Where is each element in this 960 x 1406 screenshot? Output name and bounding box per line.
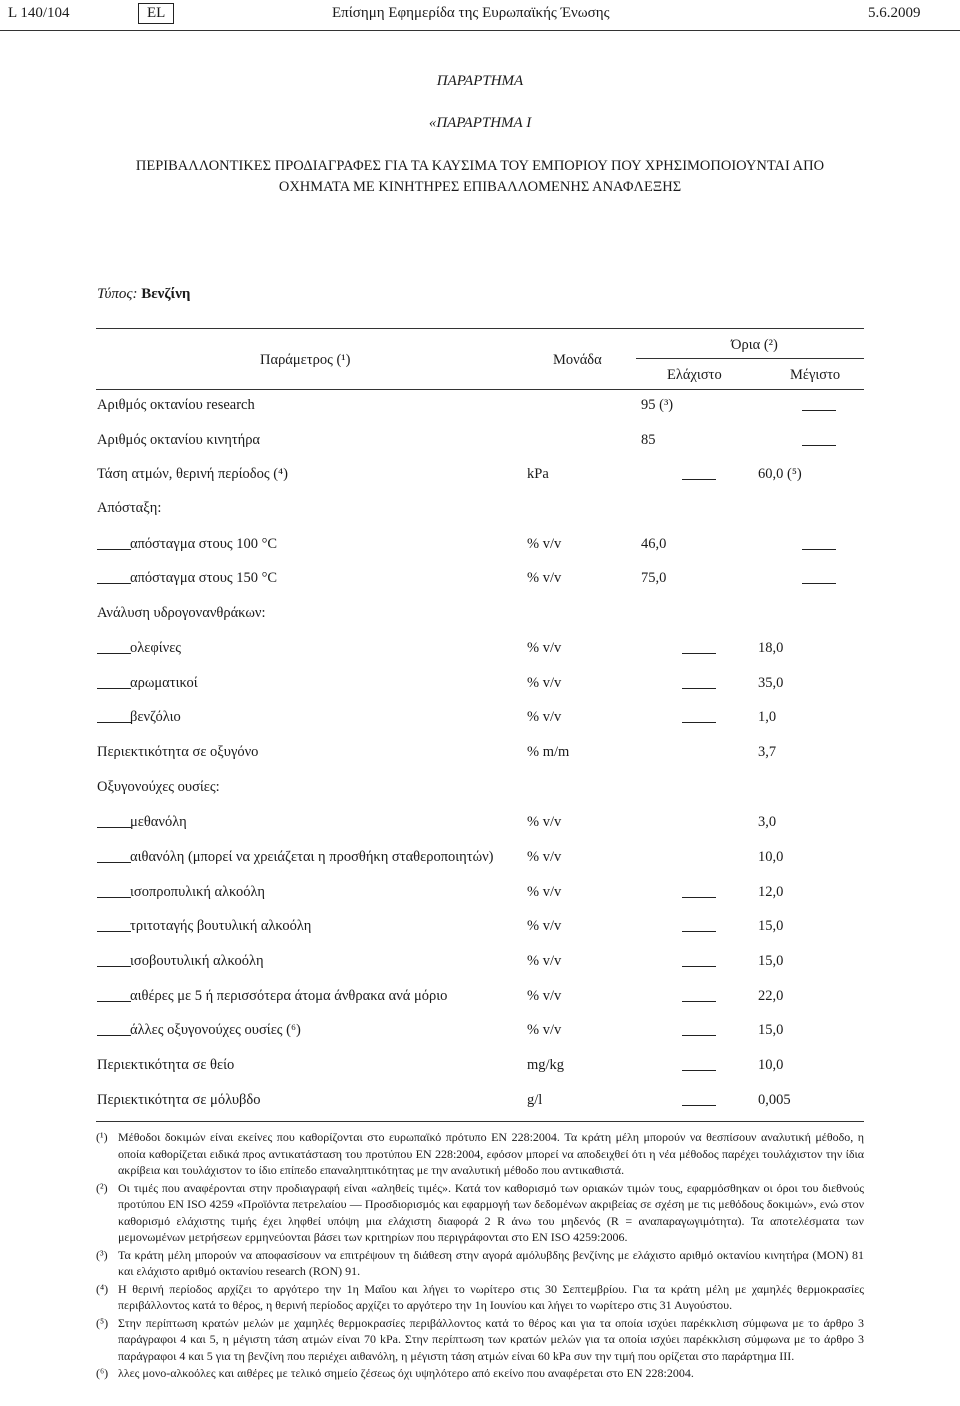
parameter-cell: απόσταγμα στους 100 °C xyxy=(130,536,278,552)
footnote-number: (⁶) xyxy=(96,1366,109,1380)
table-row xyxy=(0,675,960,695)
bullet-dash xyxy=(97,675,131,692)
header-min: Ελάχιστο xyxy=(667,367,722,383)
unit-cell: % v/v xyxy=(527,814,562,830)
parameter-cell: ολεφίνες xyxy=(130,640,182,656)
parameter-cell: αιθανόλη (μπορεί να χρειάζεται η προσθήκη σταθεροποιητών) xyxy=(130,849,494,865)
table-row xyxy=(0,500,960,520)
footnote-text: Τα κράτη μέλη μπορούν να αποφασίσουν να επιτρέψουν τη διάθεση στην αγορά αμόλυβδης βενζίνης με ελάχιστο αριθμό οκτανίου κινητήρα (MON) 81 και ελάχιστο αριθμό οκτανίου research (RON) 91. xyxy=(118,1247,864,1278)
footnote xyxy=(96,1315,864,1365)
min-cell xyxy=(682,675,716,692)
footnote-number: (²) xyxy=(96,1180,108,1195)
footnote-number: (⁵) xyxy=(96,1315,109,1330)
min-cell: 95 (³) xyxy=(641,397,674,413)
max-cell: 15,0 xyxy=(758,1022,784,1038)
page-header xyxy=(0,0,960,32)
parameter-cell: Αριθμός οκτανίου κινητήρα xyxy=(97,432,261,448)
fuel-type-label: Τύπος: xyxy=(97,286,142,302)
footnote-number: (¹) xyxy=(96,1130,108,1144)
min-cell xyxy=(682,988,716,1005)
document-title-line-2: ΟΧΗΜΑΤΑ ΜΕ ΚΙΝΗΤΗΡΕΣ ΕΠΙΒΑΛΛΟΜΕΝΗΣ ΑΝΑΦΛΕΞΗΣ xyxy=(278,179,682,195)
unit-cell: g/l xyxy=(527,1092,543,1108)
journal-title: Επίσημη Εφημερίδα της Ευρωπαϊκής Ένωσης xyxy=(332,5,610,21)
bullet-dash xyxy=(97,814,131,831)
table-top-rule xyxy=(96,328,864,329)
footnote-text: Η θερινή περίοδος αρχίζει το αργότερο την 1η Μαΐου και λήγει το νωρίτερο στις 30 Σεπτεμβρίου. Για τα κράτη μέλη με χαμηλές θερμοκρασίες περιβάλλοντος κατά το θέρος, η θερινή περίοδος αρχίζει το αργότερο την 1η Ιουνίου και λήγει το νωρίτερο στις 31 Αυγούστου. xyxy=(118,1281,864,1312)
footnote-text: λλες μονο-αλκοόλες και αιθέρες με τελικό σημείο ζέσεως όχι υψηλότερο από εκείνο που αναφέρεται στο EN 228:2004. xyxy=(118,1366,694,1380)
table-row xyxy=(0,536,960,556)
max-cell: 18,0 xyxy=(758,640,784,656)
parameter-cell: απόσταγμα στους 150 °C xyxy=(130,570,278,586)
unit-cell: % m/m xyxy=(527,744,570,760)
bullet-dash xyxy=(97,536,131,553)
table-row xyxy=(0,779,960,799)
bullet-dash xyxy=(97,709,131,726)
footnote-number: (⁴) xyxy=(96,1281,109,1296)
table-row xyxy=(0,814,960,834)
footnote xyxy=(96,1247,864,1280)
parameter-cell: μεθανόλη xyxy=(130,814,187,830)
unit-cell: % v/v xyxy=(527,570,562,586)
header-bottom-rule xyxy=(96,389,864,390)
min-cell xyxy=(682,884,716,901)
bullet-dash xyxy=(97,953,131,970)
table-row xyxy=(0,605,960,625)
bullet-dash xyxy=(97,918,131,935)
max-cell: 22,0 xyxy=(758,988,784,1004)
page-reference: L 140/104 xyxy=(8,5,70,21)
max-cell: 60,0 (⁵) xyxy=(758,466,802,482)
unit-cell: % v/v xyxy=(527,918,562,934)
min-cell xyxy=(682,918,716,935)
table-row xyxy=(0,744,960,764)
limits-rule xyxy=(636,358,864,359)
header-divider xyxy=(0,30,960,31)
parameter-cell: ισοβουτυλική αλκοόλη xyxy=(130,953,264,969)
unit-cell: % v/v xyxy=(527,536,562,552)
max-cell: 3,0 xyxy=(758,814,777,830)
max-cell: 3,7 xyxy=(758,744,777,760)
table-row xyxy=(0,709,960,729)
footnote xyxy=(96,1180,864,1246)
table-row xyxy=(0,1092,960,1112)
min-cell xyxy=(682,1057,716,1074)
parameter-cell: ισοπροπυλική αλκοόλη xyxy=(130,884,266,900)
fuel-type xyxy=(97,286,190,303)
min-cell xyxy=(682,1092,716,1109)
header-parameter: Παράμετρος (¹) xyxy=(260,352,351,368)
min-cell: 85 xyxy=(641,432,656,448)
unit-cell: % v/v xyxy=(527,953,562,969)
max-cell: 10,0 xyxy=(758,849,784,865)
bullet-dash xyxy=(97,884,131,901)
header-max: Μέγιστο xyxy=(790,367,841,383)
parameter-cell: άλλες οξυγονούχες ουσίες (⁶) xyxy=(130,1022,301,1038)
parameter-cell: τριτοταγής βουτυλική αλκοόλη xyxy=(130,918,312,934)
bullet-dash xyxy=(97,640,131,657)
footnotes xyxy=(96,1129,864,1383)
unit-cell: % v/v xyxy=(527,1022,562,1038)
min-cell xyxy=(682,466,716,483)
parameter-cell: αιθέρες με 5 ή περισσότερα άτομα άνθρακα ανά μόριο xyxy=(130,988,448,1004)
language-badge: EL xyxy=(138,3,174,24)
annex-title: ΠΑΡΑΡΤΗΜΑ xyxy=(436,73,524,89)
parameter-cell: αρωματικοί xyxy=(130,675,198,691)
unit-cell: kPa xyxy=(527,466,549,482)
max-cell: 10,0 xyxy=(758,1057,784,1073)
table-row xyxy=(0,466,960,486)
parameter-cell: Περιεκτικότητα σε μόλυβδο xyxy=(97,1092,261,1108)
parameter-cell: Περιεκτικότητα σε θείο xyxy=(97,1057,235,1073)
max-cell xyxy=(802,536,836,553)
document-title-line-1: ΠΕΡΙΒΑΛΛΟΝΤΙΚΕΣ ΠΡΟΔΙΑΓΡΑΦΕΣ ΓΙΑ ΤΑ ΚΑΥΣΙΜΑ ΤΟΥ ΕΜΠΟΡΙΟΥ ΠΟΥ ΧΡΗΣΙΜΟΠΟΙΟΥΝΤΑΙ ΑΠΟ xyxy=(135,158,825,174)
header-limits: Όρια (²) xyxy=(731,337,778,353)
parameter-cell: Ανάλυση υδρογονανθράκων: xyxy=(97,605,266,621)
max-cell xyxy=(802,432,836,449)
max-cell xyxy=(802,397,836,414)
max-cell: 12,0 xyxy=(758,884,784,900)
max-cell: 1,0 xyxy=(758,709,777,725)
table-row xyxy=(0,570,960,590)
min-cell xyxy=(682,709,716,726)
unit-cell: % v/v xyxy=(527,884,562,900)
table-row xyxy=(0,1022,960,1042)
bullet-dash xyxy=(97,988,131,1005)
footnote-text: Οι τιμές που αναφέρονται στην προδιαγραφή είναι «αληθείς τιμές». Κατά τον καθορισμό των οριακών τιμών τους, εφαρμόσθηκαν οι όροι του διεθνούς προτύπου EN ISO 4259 «Προϊόντα πετρελαίου — Προσδιορισμός και εφαρμογή των δεδομένων ακριβείας σε σχέση με τις μεθόδους δοκιμών», ενώ στον καθορισμό ελάχιστης τιμής έχει ληφθεί υπόψη μια ελάχιστη διαφορά 2 R άνω του μηδενός (R = αναπαραγωγιμότητα). Τα αποτελέσματα των μεμονωμένων μετρήσεων ερμηνεύονται βάσει των κριτηρίων που περιγράφονται στο EN ISO 4259:2006. xyxy=(118,1180,864,1244)
table-row xyxy=(0,918,960,938)
table-row xyxy=(0,397,960,417)
parameter-cell: Αριθμός οκτανίου research xyxy=(97,397,255,413)
document-title xyxy=(0,156,960,198)
max-cell: 0,005 xyxy=(758,1092,791,1108)
bullet-dash xyxy=(97,849,131,866)
footnote xyxy=(96,1365,864,1382)
table-row xyxy=(0,640,960,660)
min-cell: 75,0 xyxy=(641,570,667,586)
parameter-cell: Τάση ατμών, θερινή περίοδος (⁴) xyxy=(97,466,288,482)
header-unit: Μονάδα xyxy=(553,352,602,368)
unit-cell: % v/v xyxy=(527,849,562,865)
min-cell xyxy=(682,640,716,657)
footnote xyxy=(96,1129,864,1179)
bullet-dash xyxy=(97,1022,131,1039)
parameter-cell: Περιεκτικότητα σε οξυγόνο xyxy=(97,744,259,760)
min-cell xyxy=(682,953,716,970)
footnote-number: (³) xyxy=(96,1247,108,1262)
table-row xyxy=(0,884,960,904)
table-row xyxy=(0,849,960,869)
table-row xyxy=(0,988,960,1008)
footnote-text: Μέθοδοι δοκιμών είναι εκείνες που καθορίζονται στο ευρωπαϊκό πρότυπο EN 228:2004. Τα κράτη μέλη μπορούν να θεσπίσουν αναλυτική μέθοδο, η οποία καθορίζεται ειδικά προς αντικατάσταση του προτύπου EN 228:2004, εφόσον μπορεί να αποδειχθεί ότι η νέα μέθοδος παρέχει τουλάχιστον την ίδια ακρίβεια και τουλάχιστον το ίδιο επίπεδο επαναληπτικότητας με την αναλυτική μέθοδο που αντικαθιστά. xyxy=(118,1130,864,1177)
unit-cell: % v/v xyxy=(527,709,562,725)
unit-cell: mg/kg xyxy=(527,1057,565,1073)
max-cell: 15,0 xyxy=(758,918,784,934)
unit-cell: % v/v xyxy=(527,675,562,691)
table-row xyxy=(0,432,960,452)
publication-date: 5.6.2009 xyxy=(868,5,921,21)
bullet-dash xyxy=(97,570,131,587)
table-bottom-rule xyxy=(96,1121,864,1122)
max-cell: 15,0 xyxy=(758,953,784,969)
footnote xyxy=(96,1281,864,1314)
table-row xyxy=(0,953,960,973)
unit-cell: % v/v xyxy=(527,988,562,1004)
unit-cell: % v/v xyxy=(527,640,562,656)
fuel-type-value: Βενζίνη xyxy=(141,286,191,302)
footnote-text: Στην περίπτωση κρατών μελών με χαμηλές θερμοκρασίες περιβάλλοντος κατά το θέρος και για τα οποία ισχύει παρέκκλιση σύμφωνα με το άρθρο 3 παράγραφοι 4 και 5, η μέγιστη τάση ατμών είναι 70 kPa. Στην περίπτωση των κρατών μελών για τα οποία ισχύει παρέκκλιση σύμφωνα με το άρθρο 3 παράγραφοι 4 και 5 για τη βενζίνη που περιέχει αιθανόλη, η μέγιστη τάση ατμών είναι 60 kPa συν την τιμή που ορίζεται στο παράρτημα ΙΙΙ. xyxy=(118,1315,864,1363)
max-cell xyxy=(802,570,836,587)
parameter-cell: Απόσταξη: xyxy=(97,500,162,516)
parameter-cell: βενζόλιο xyxy=(130,709,181,725)
min-cell: 46,0 xyxy=(641,536,667,552)
min-cell xyxy=(682,1022,716,1039)
table-row xyxy=(0,1057,960,1077)
parameter-cell: Οξυγονούχες ουσίες: xyxy=(97,779,220,795)
max-cell: 35,0 xyxy=(758,675,784,691)
annex-subtitle: «ΠΑΡΑΡΤΗΜΑ Ι xyxy=(428,115,532,131)
